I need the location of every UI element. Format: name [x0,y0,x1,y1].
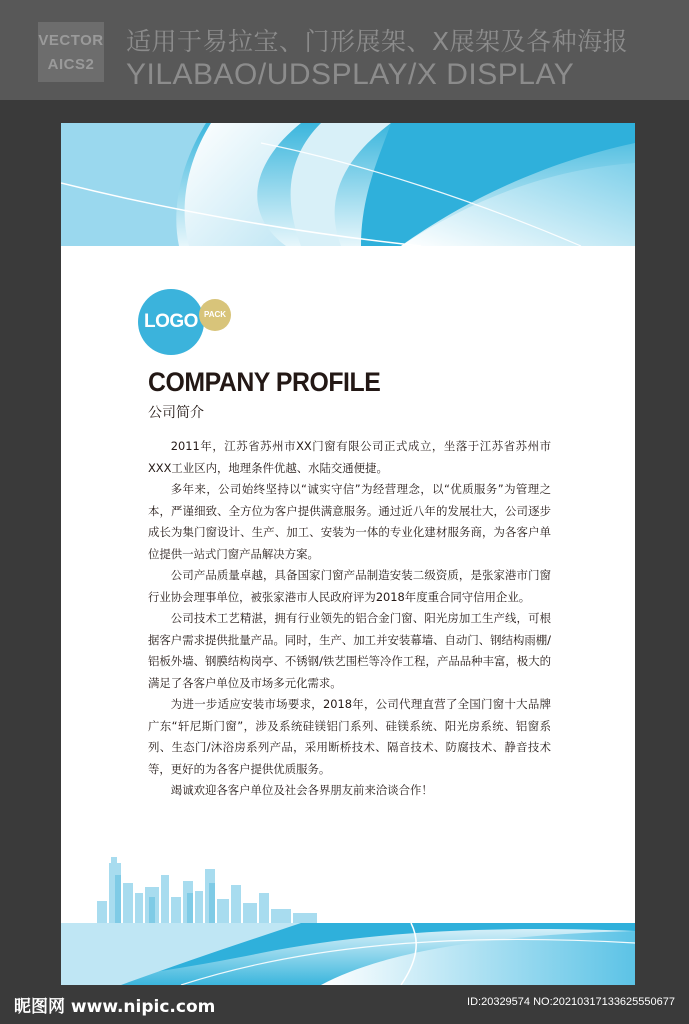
logo-circle: LOGO [138,289,204,355]
banner-title-cn: 适用于易拉宝、门形展架、X展架及各种海报 [126,27,629,56]
bottom-wave-graphic [61,923,635,985]
paragraph-4: 公司技术工艺精湛，拥有行业领先的铝合金门窗、阳光房加工生产线，可根据客户需求提供批量产品。同时，生产、加工并安装幕墙、自动门、钢结构雨棚/铝板外墙、钢膜结构岗亭、不锈钢/铁艺围栏等冷作工程，产品品种丰富，极大的满足了各客户单位及市场多元化需求。 [148,611,551,690]
watermark-id: ID:20329574 NO:20210317133625550677 [467,996,675,1008]
top-wave-graphic [61,123,635,246]
title-company-profile: COMPANY PROFILE [148,367,381,397]
profile-body [148,436,551,802]
logo-sub-circle: PACK [199,299,231,331]
badge-line-2: AICS2 [47,56,95,73]
paragraph-1: 2011年，江苏省苏州市XX门窗有限公司正式成立，坐落于江苏省苏州市XXX工业区内，地理条件优越、水陆交通便捷。 [148,439,551,475]
paragraph-2: 多年来，公司始终坚持以“诚实守信”为经营理念，以“优质服务”为管理之本，严谨细致、全方位为客户提供满意服务。通过近八年的发展壮大，公司逐步成长为集门窗设计、生产、加工、安装为一体的专业化建材服务商，为各客户单位提供一站式门窗产品解决方案。 [148,482,551,561]
city-skyline-graphic [97,853,317,925]
top-banner [0,0,689,100]
paragraph-6: 竭诚欢迎各客户单位及社会各界朋友前来洽谈合作！ [170,783,433,797]
vector-badge [38,22,104,82]
badge-line-1: VECTOR [38,32,104,49]
banner-title-en: YILABAO/UDSPLAY/X DISPLAY [126,58,575,91]
watermark-nipic: 昵图网 www.nipic.com [14,997,216,1017]
poster [61,123,635,985]
title-company-intro: 公司简介 [148,405,204,421]
paragraph-5: 为进一步适应安装市场要求，2018年，公司代理直营了全国门窗十大品牌广东“轩尼斯门窗”，涉及系统硅镁铝门系列、硅镁系统、阳光房系统、铝窗系列、生态门/沐浴房系列产品，采用断桥技术、隔音技术、防腐技术、静音技术等，更好的为各客户提供优质服务。 [148,697,551,776]
paragraph-3: 公司产品质量卓越，具备国家门窗产品制造安装二级资质，是张家港市门窗行业协会理事单位，被张家港市人民政府评为2018年度重合同守信用企业。 [148,568,551,604]
